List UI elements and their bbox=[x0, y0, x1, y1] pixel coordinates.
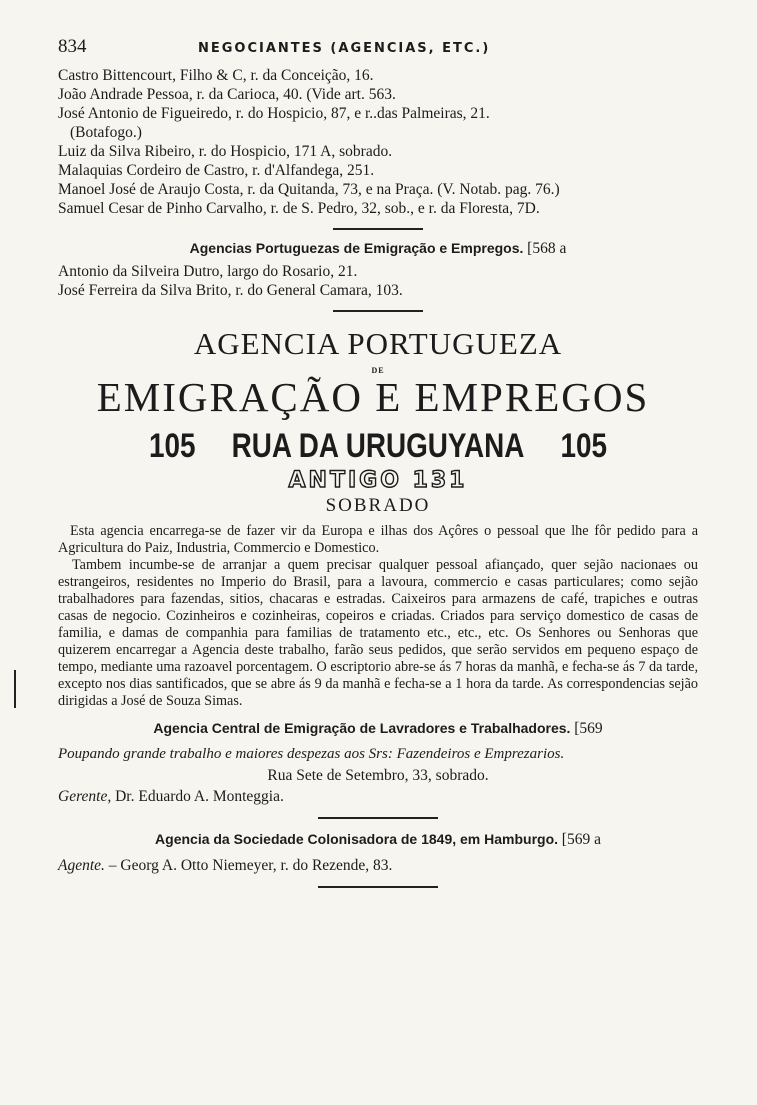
list-item: Castro Bittencourt, Filho & C, r. da Conceição, 16. bbox=[58, 67, 374, 84]
ad-number-right: 105 bbox=[560, 427, 607, 465]
list-item: Antonio da Silveira Dutro, largo do Rosario, 21. bbox=[58, 263, 358, 280]
hamburgo-agency bbox=[58, 829, 698, 876]
ad-paragraph: Tambem incumbe-se de arranjar a quem precisar qualquer pessoal afiançado, quer sejão nacionaes ou estrangeiros, residentes no Imperio do Brasil, para a lavoura, commercio e casas particulares; como sejão trabalhadores para fazendas, sitios, chacaras e estradas. Caixeiros para armazens de café, trapiches e outras casas de negocio. Cozinheiros e cozinheiras, copeiros e criadas. Criados para serviço domestico de casas de familia, e damas de companhia para familias de tratamento etc., etc., etc. Os Senhores ou Senhoras que quizerem encarregar a Agencia deste trabalho, farão seus pedidos, que serão servidos em pequeno espaço de tempo, mediante uma razoavel porcentagem. O escriptorio abre-se ás 7 horas da manhã, e fecha-se ás 7 da tarde, excepto nos dias santificados, que se abre ás 9 da manhã e fecha-se a 1 hora da tarde. As correspondencias sejão dirigidas a José de Souza Simas. bbox=[58, 557, 698, 709]
agency-manager bbox=[58, 786, 698, 807]
ad-paragraph: Esta agencia encarrega-se de fazer vir da Europa e ilhas dos Açôres o pessoal que lhe fôr pedido para a Agricultura do Paiz, Industria, Commercio e Domestico. bbox=[58, 523, 698, 556]
divider bbox=[318, 886, 438, 888]
merchant-entries bbox=[58, 66, 698, 218]
ad-street: RUA DA URUGUYANA bbox=[231, 427, 525, 465]
ad-floor: SOBRADO bbox=[325, 495, 431, 516]
agency-agent bbox=[58, 855, 698, 876]
divider bbox=[333, 228, 423, 230]
margin-mark bbox=[14, 670, 16, 708]
agency-tagline: Poupando grande trabalho e maiores despezas aos Srs: Fazendeiros e Emprezarios. bbox=[58, 746, 565, 762]
list-item: José Antonio de Figueiredo, r. do Hospicio, 87, e r..das Palmeiras, 21. bbox=[58, 105, 490, 122]
section-title: Agencia Central de Emigração de Lavradores e Trabalhadores. bbox=[153, 720, 571, 736]
divider bbox=[318, 817, 438, 819]
section-heading-hamburgo bbox=[58, 829, 698, 851]
section-heading-central bbox=[58, 718, 698, 740]
running-title: NEGOCIANTES (AGENCIAS, ETC.) bbox=[198, 41, 491, 56]
list-item: Luiz da Silva Ribeiro, r. do Hospicio, 171 A, sobrado. bbox=[58, 143, 393, 160]
list-item: Samuel Cesar de Pinho Carvalho, r. de S. Pedro, 32, sob., e r. da Floresta, 7D. bbox=[58, 200, 540, 217]
section-title: Agencias Portuguezas de Emigração e Empregos. bbox=[189, 240, 524, 256]
advertisement bbox=[58, 326, 698, 710]
ad-title: AGENCIA PORTUGUEZA bbox=[193, 326, 563, 361]
section-heading-portuguezas bbox=[58, 240, 698, 258]
ad-connector: DE bbox=[371, 366, 385, 375]
page-number: 834 bbox=[58, 36, 87, 57]
list-item: Malaquias Cordeiro de Castro, r. d'Alfandega, 251. bbox=[58, 162, 375, 179]
agency-address: Rua Sete de Setembro, 33, sobrado. bbox=[267, 767, 489, 784]
section-ref: [569 a bbox=[561, 831, 601, 848]
agent-text: – Georg A. Otto Niemeyer, r. do Rezende, 83. bbox=[108, 857, 393, 874]
ad-subtitle: EMIGRAÇÃO E EMPREGOS bbox=[96, 374, 650, 420]
ad-former-number: ANTIGO 131 bbox=[288, 468, 468, 493]
ad-body bbox=[58, 523, 698, 710]
directory-page bbox=[58, 36, 698, 898]
list-item: (Botafogo.) bbox=[70, 124, 142, 141]
central-agency bbox=[58, 718, 698, 807]
section-ref: [569 bbox=[574, 720, 603, 737]
page-header bbox=[58, 36, 698, 66]
section-title: Agencia da Sociedade Colonisadora de 1849, em Hamburgo. bbox=[155, 831, 559, 847]
list-item: João Andrade Pessoa, r. da Carioca, 40. (Vide art. 563. bbox=[58, 86, 396, 103]
list-item: José Ferreira da Silva Brito, r. do General Camara, 103. bbox=[58, 282, 403, 299]
agent-label: Agente. bbox=[58, 857, 105, 874]
ad-address bbox=[116, 427, 641, 466]
manager-name: Dr. Eduardo A. Monteggia. bbox=[115, 788, 284, 805]
list-item: Manoel José de Araujo Costa, r. da Quitanda, 73, e na Praça. (V. Notab. pag. 76.) bbox=[58, 181, 560, 198]
manager-label: Gerente, bbox=[58, 788, 112, 805]
section-ref: [568 a bbox=[527, 240, 567, 257]
divider bbox=[333, 310, 423, 312]
portuguezas-entries bbox=[58, 262, 698, 300]
ad-number-left: 105 bbox=[149, 427, 196, 465]
